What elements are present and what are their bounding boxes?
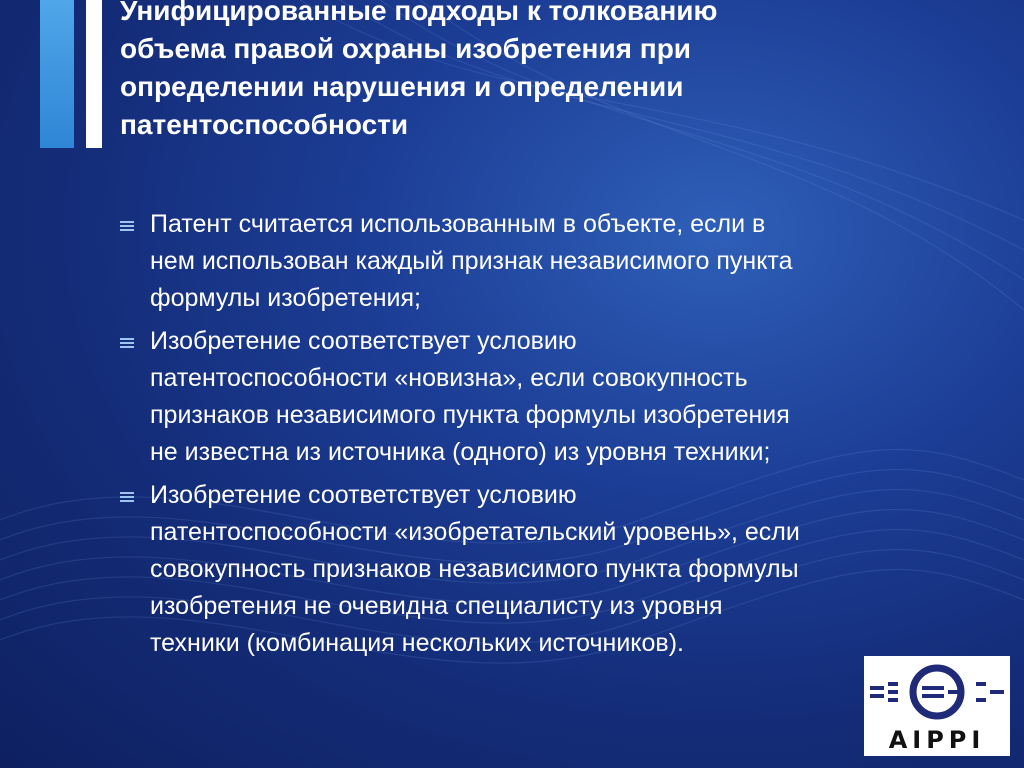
slide-title: Унифицированные подходы к толкованию объема правой охраны изобретения при определении нарушения и определении патентоспособности bbox=[120, 0, 718, 140]
bullet-list bbox=[118, 206, 978, 668]
bullet-text: Изобретение соответствует условию патентоспособности «новизна», если совокупность признаков независимого пункта формулы изобретения не известна из источника (одного) из уровня техники; bbox=[150, 327, 790, 466]
list-item bbox=[118, 477, 978, 662]
bullet-icon bbox=[120, 338, 134, 350]
bullet-icon bbox=[120, 221, 134, 233]
accent-bar bbox=[40, 0, 74, 148]
bullet-text: Изобретение соответствует условию патентоспособности «изобретательский уровень», если совокупность признаков независимого пункта формулы изобретения не очевидна специалисту из уровня техники (комбинация нескольких источников). bbox=[150, 481, 800, 657]
accent-bar-white bbox=[86, 0, 102, 148]
bullet-icon bbox=[120, 492, 134, 504]
list-item bbox=[118, 206, 978, 317]
aippi-logo-icon bbox=[864, 656, 1010, 726]
list-item bbox=[118, 323, 978, 471]
logo-text: AIPPI bbox=[888, 726, 986, 754]
aippi-logo bbox=[864, 656, 1010, 756]
bullet-text: Патент считается использованным в объекте, если в нем использован каждый признак независимого пункта формулы изобретения; bbox=[150, 210, 793, 312]
